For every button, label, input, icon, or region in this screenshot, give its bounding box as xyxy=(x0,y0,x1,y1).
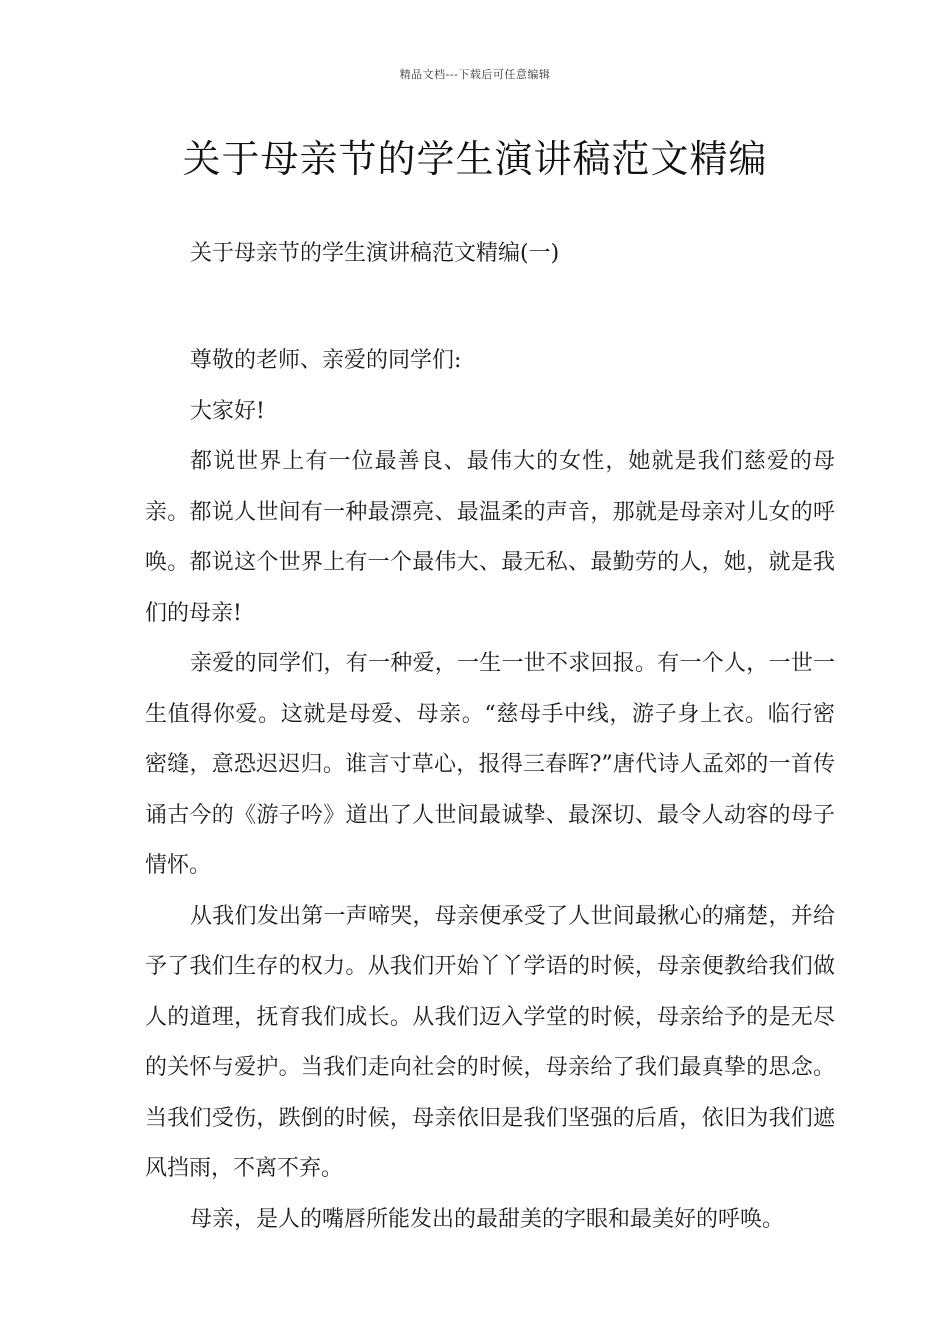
paragraph-hello: 大家好! xyxy=(190,398,265,424)
document-title: 关于母亲节的学生演讲稿范文精编 xyxy=(182,137,768,181)
paragraph: 从我们发出第一声啼哭，母亲便承受了人世间最揪心的痛楚，并给予了我们生存的权力。从我们开始丫丫学语的时候，母亲便教给我们做人的道理，抚育我们成长。从我们迈入学堂的时候，母亲给予的是无尽的关怀与爱护。当我们走向社会的时候，母亲给了我们最真挚的思念。当我们受伤，跌倒的时候，母亲依旧是我们坚强的后盾，依旧为我们遮风挡雨，不离不弃。 xyxy=(145,903,835,1181)
paragraph: 亲爱的同学们，有一种爱，一生一世不求回报。有一个人，一世一生值得你爱。这就是母爱、母亲。“慈母手中线，游子身上衣。临行密密缝，意恐迟迟归。谁言寸草心，报得三春晖?”唐代诗人孟郊的一首传诵古今的《游子吟》道出了人世间最诚挚、最深切、最令人动容的母子情怀。 xyxy=(145,651,835,878)
document-subtitle: 关于母亲节的学生演讲稿范文精编(一) xyxy=(190,241,560,266)
document-body xyxy=(145,336,835,1245)
paragraph-greeting: 尊敬的老师、亲爱的同学们: xyxy=(190,348,462,373)
header-note: 精品文档---下载后可任意编辑 xyxy=(399,68,551,81)
paragraph: 都说世界上有一位最善良、最伟大的女性，她就是我们慈爱的母亲。都说人世间有一种最漂亮、最温柔的声音，那就是母亲对儿女的呼唤。都说这个世界上有一个最伟大、最无私、最勤劳的人，她，就是我们的母亲! xyxy=(145,449,835,626)
paragraph: 母亲，是人的嘴唇所能发出的最甜美的字眼和最美好的呼唤。 xyxy=(190,1206,785,1232)
